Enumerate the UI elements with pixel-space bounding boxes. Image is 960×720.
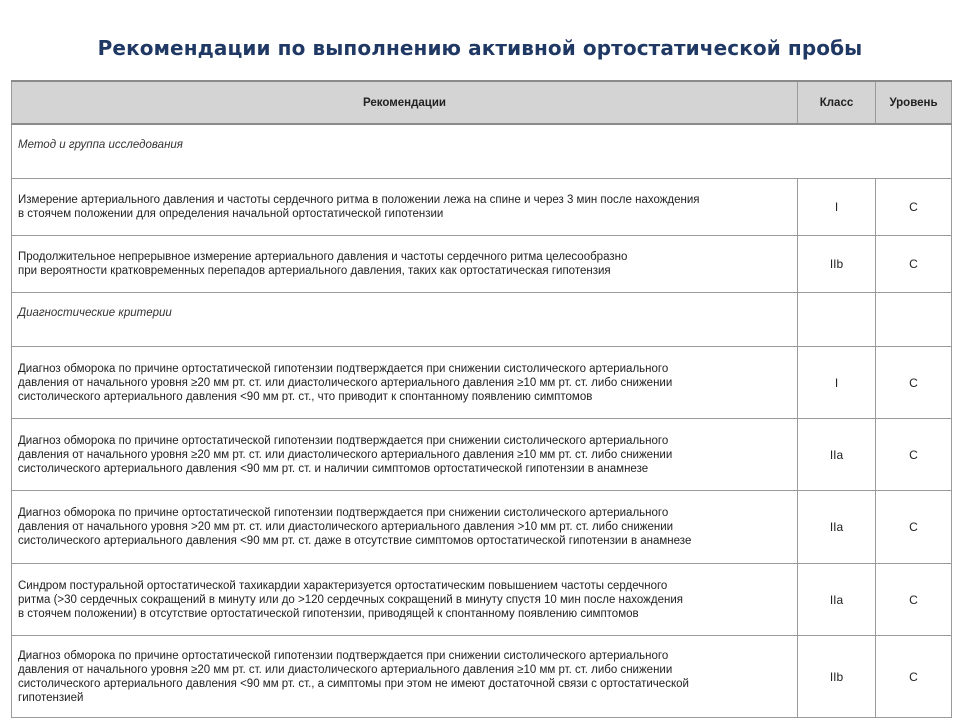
level-cell: C <box>876 179 952 236</box>
class-cell: IIa <box>798 419 876 491</box>
empty-cell <box>798 293 876 347</box>
recommendation-text: Диагноз обморока по причине ортостатической гипотензии подтверждается при снижении систолического артериального давления от начального уровня ≥20 мм рт. ст. или диастолического артериального давления ≥10 мм рт. ст. либо снижении систолического артериального давления <90 мм рт. ст. и наличии симптомов ортостатической гипотензии в анамнезе <box>12 419 798 491</box>
table-row <box>12 636 952 718</box>
empty-cell <box>876 293 952 347</box>
class-cell: I <box>798 347 876 419</box>
level-cell: C <box>876 236 952 293</box>
recommendation-text: Диагноз обморока по причине ортостатической гипотензии подтверждается при снижении систолического артериального давления от начального уровня ≥20 мм рт. ст. или диастолического артериального давления ≥10 мм рт. ст. либо снижении систолического артериального давления <90 мм рт. ст., что приводит к спонтанному появлению симптомов <box>12 347 798 419</box>
recommendation-text: Диагноз обморока по причине ортостатической гипотензии подтверждается при снижении систолического артериального давления от начального уровня ≥20 мм рт. ст. или диастолического артериального давления ≥10 мм рт. ст. либо снижении систолического артериального давления <90 мм рт. ст., а симптомы при этом не имеют достаточной связи с ортостатической гипотензией <box>12 636 798 718</box>
recommendation-text: Продолжительное непрерывное измерение артериального давления и частоты сердечного ритма целесообразно при вероятности кратковременных перепадов артериального давления, таких как ортостатическая гипотензия <box>12 236 798 293</box>
recommendation-text: Синдром постуральной ортостатической тахикардии характеризуется ортостатическим повышением частоты сердечного ритма (>30 сердечных сокращений в минуту или до >120 сердечных сокращений в минуту спустя 10 мин после нахождения в стоячем положении) в отсутствие ортостатической гипотензии, приводящей к спонтанному появлению симптомов <box>12 564 798 636</box>
recommendation-text: Диагноз обморока по причине ортостатической гипотензии подтверждается при снижении систолического артериального давления от начального уровня >20 мм рт. ст. или диастолического артериального давления >10 мм рт. ст. либо снижении систолического артериального давления <90 мм рт. ст. даже в отсутствие симптомов ортостатической гипотензии в анамнезе <box>12 491 798 564</box>
page-title: Рекомендации по выполнению активной ортостатической пробы <box>97 36 863 60</box>
header-level: Уровень <box>876 81 952 124</box>
recommendations-table <box>11 80 952 718</box>
class-cell: IIb <box>798 236 876 293</box>
table-row <box>12 491 952 564</box>
class-cell: IIa <box>798 564 876 636</box>
table-row <box>12 347 952 419</box>
header-recommendations: Рекомендации <box>12 81 798 124</box>
table-row <box>12 564 952 636</box>
recommendation-text: Измерение артериального давления и частоты сердечного ритма в положении лежа на спине и через 3 мин после нахождения в стоячем положении для определения начальной ортостатической гипотензии <box>12 179 798 236</box>
level-cell: C <box>876 491 952 564</box>
level-cell: C <box>876 564 952 636</box>
table-row <box>12 179 952 236</box>
section-title: Метод и группа исследования <box>12 124 952 179</box>
header-class: Класс <box>798 81 876 124</box>
table-header-row <box>12 81 952 124</box>
section-title: Диагностические критерии <box>12 293 798 347</box>
level-cell: C <box>876 347 952 419</box>
class-cell: IIa <box>798 491 876 564</box>
table-row <box>12 419 952 491</box>
class-cell: IIb <box>798 636 876 718</box>
table-row <box>12 236 952 293</box>
level-cell: C <box>876 419 952 491</box>
section-row-criteria <box>12 293 952 347</box>
class-cell: I <box>798 179 876 236</box>
section-row-method <box>12 124 952 179</box>
level-cell: C <box>876 636 952 718</box>
